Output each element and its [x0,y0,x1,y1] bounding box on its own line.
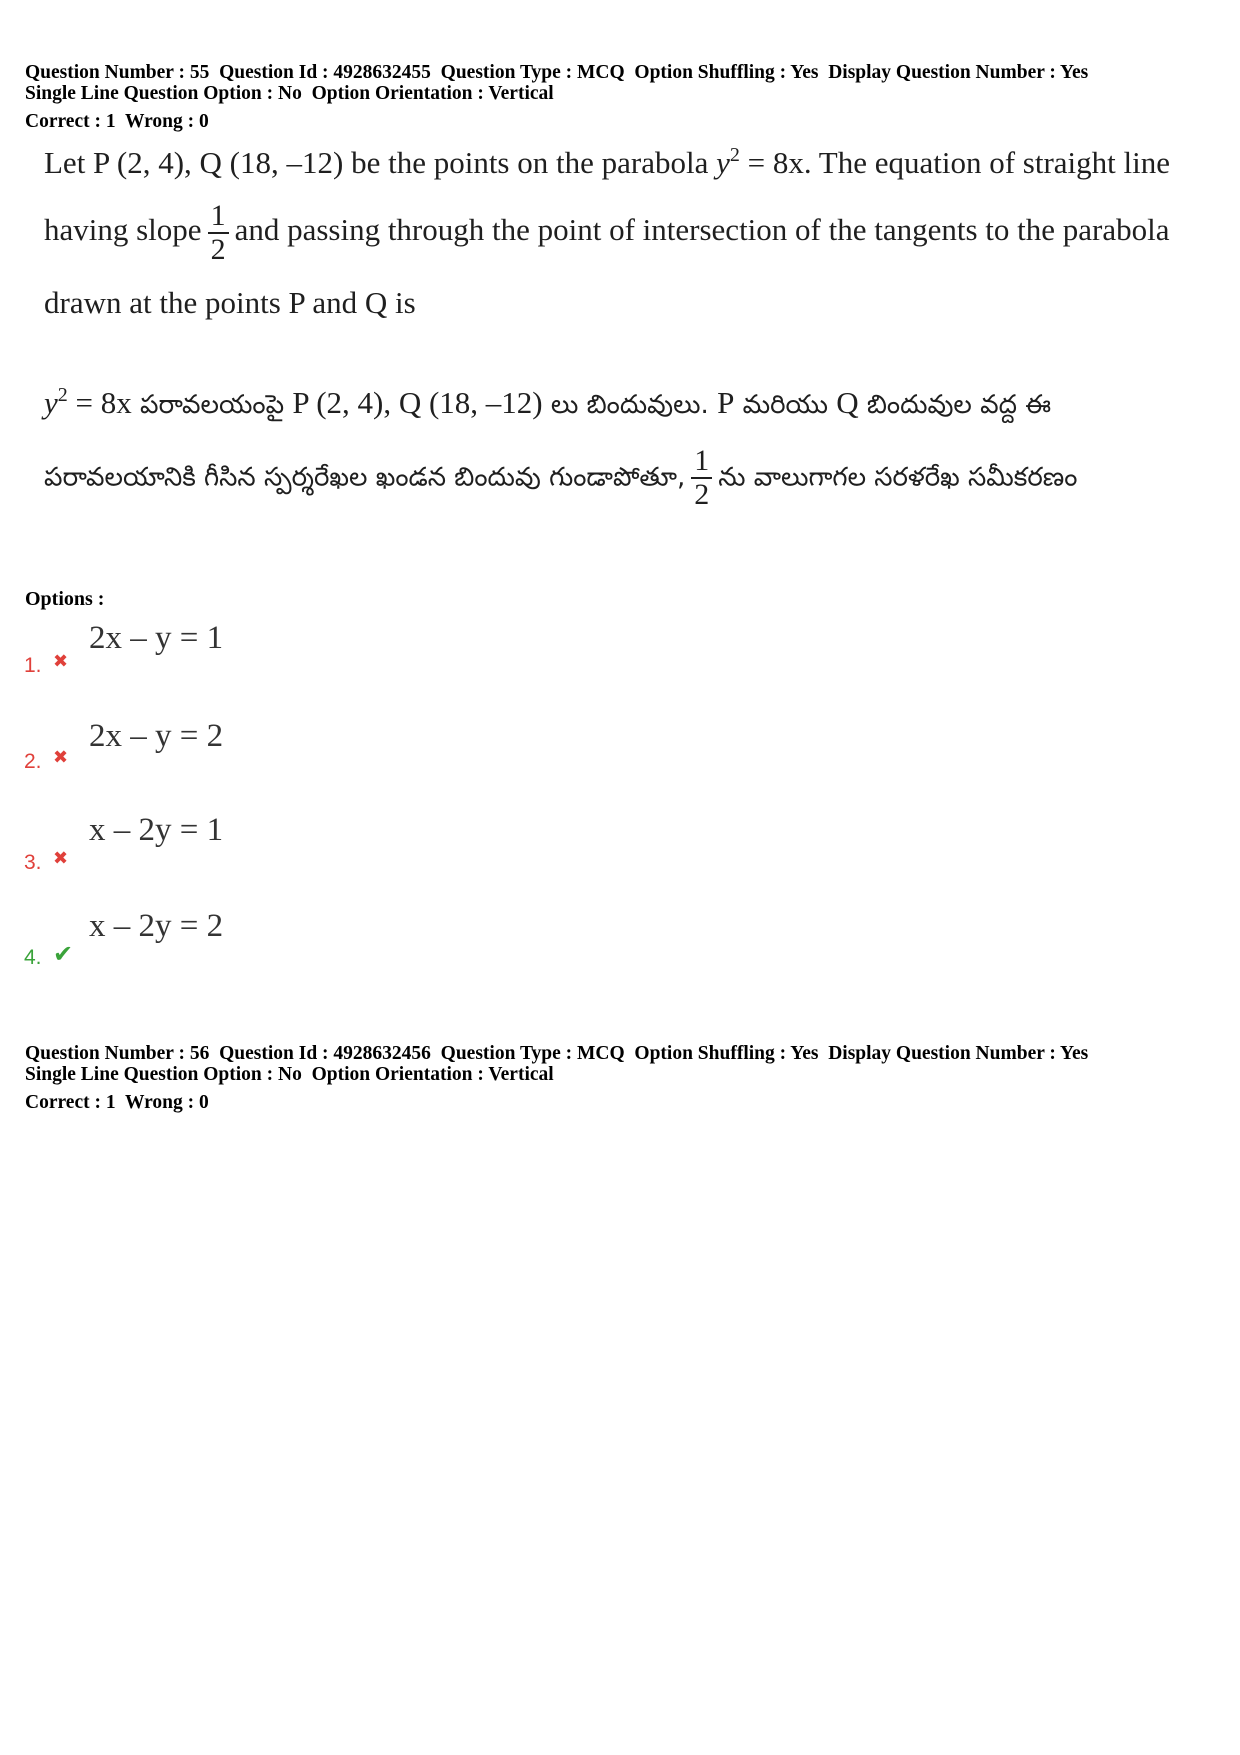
option-number: 2. [24,750,42,773]
cross-icon: ✖ [53,651,69,672]
option-4[interactable] [24,908,424,968]
question-english-line-2: having slope $\frac{1}{2}$ and passing through the point of intersection of the tangents to the parabola [44,199,1170,266]
question-55-marks: Correct : 1 Wrong : 0 [25,111,209,132]
option-2[interactable] [24,718,424,778]
question-56-meta-line-2: Single Line Question Option : No Option Orientation : Vertical [25,1064,554,1085]
option-3[interactable] [24,812,424,872]
options-label: Options : [25,588,105,610]
slope-fraction: $\frac{1}{2}$ [208,200,229,266]
question-55-meta-line-1: Question Number : 55 Question Id : 4928632455 Question Type : MCQ Option Shuffling : Yes Display Question Number : Yes [25,62,1089,83]
question-56-marks: Correct : 1 Wrong : 0 [25,1092,209,1113]
option-text: 2x – y = 2 [89,718,224,754]
question-telugu-line-2: పరావలయానికి గీసిన స్పర్శరేఖల ఖండన బిందువు గుండాపోతూ, $\frac{1}{2}$ ను వాలుగాగల సరళరేఖ సమీకరణం [44,444,1078,511]
option-1[interactable] [24,620,424,680]
question-55-meta-line-2: Single Line Question Option : No Option Orientation : Vertical [25,83,554,104]
option-number: 3. [24,851,42,874]
slope-fraction-telugu: $\frac{1}{2}$ [691,445,712,511]
cross-icon: ✖ [53,848,69,869]
option-text: x – 2y = 1 [89,812,224,848]
question-56-meta-line-1: Question Number : 56 Question Id : 4928632456 Question Type : MCQ Option Shuffling : Yes Display Question Number : Yes [25,1043,1089,1064]
option-number: 4. [24,946,42,969]
option-text: x – 2y = 2 [89,908,224,944]
question-english-line-3: drawn at the points P and Q is [44,285,416,320]
option-number: 1. [24,654,42,677]
question-english-line-1: Let P (2, 4), Q (18, –12) be the points on the parabola $y^2 = 8x$. The equation of straight line [44,144,1171,180]
question-telugu-line-1: $y^2 = 8x$ పరావలయంపై P (2, 4), Q (18, –12) లు బిందువులు. P మరియు Q బిందువుల వద్ద ఈ [44,384,1052,420]
check-icon: ✔ [53,940,74,968]
option-text: 2x – y = 1 [89,620,224,656]
cross-icon: ✖ [53,747,69,768]
